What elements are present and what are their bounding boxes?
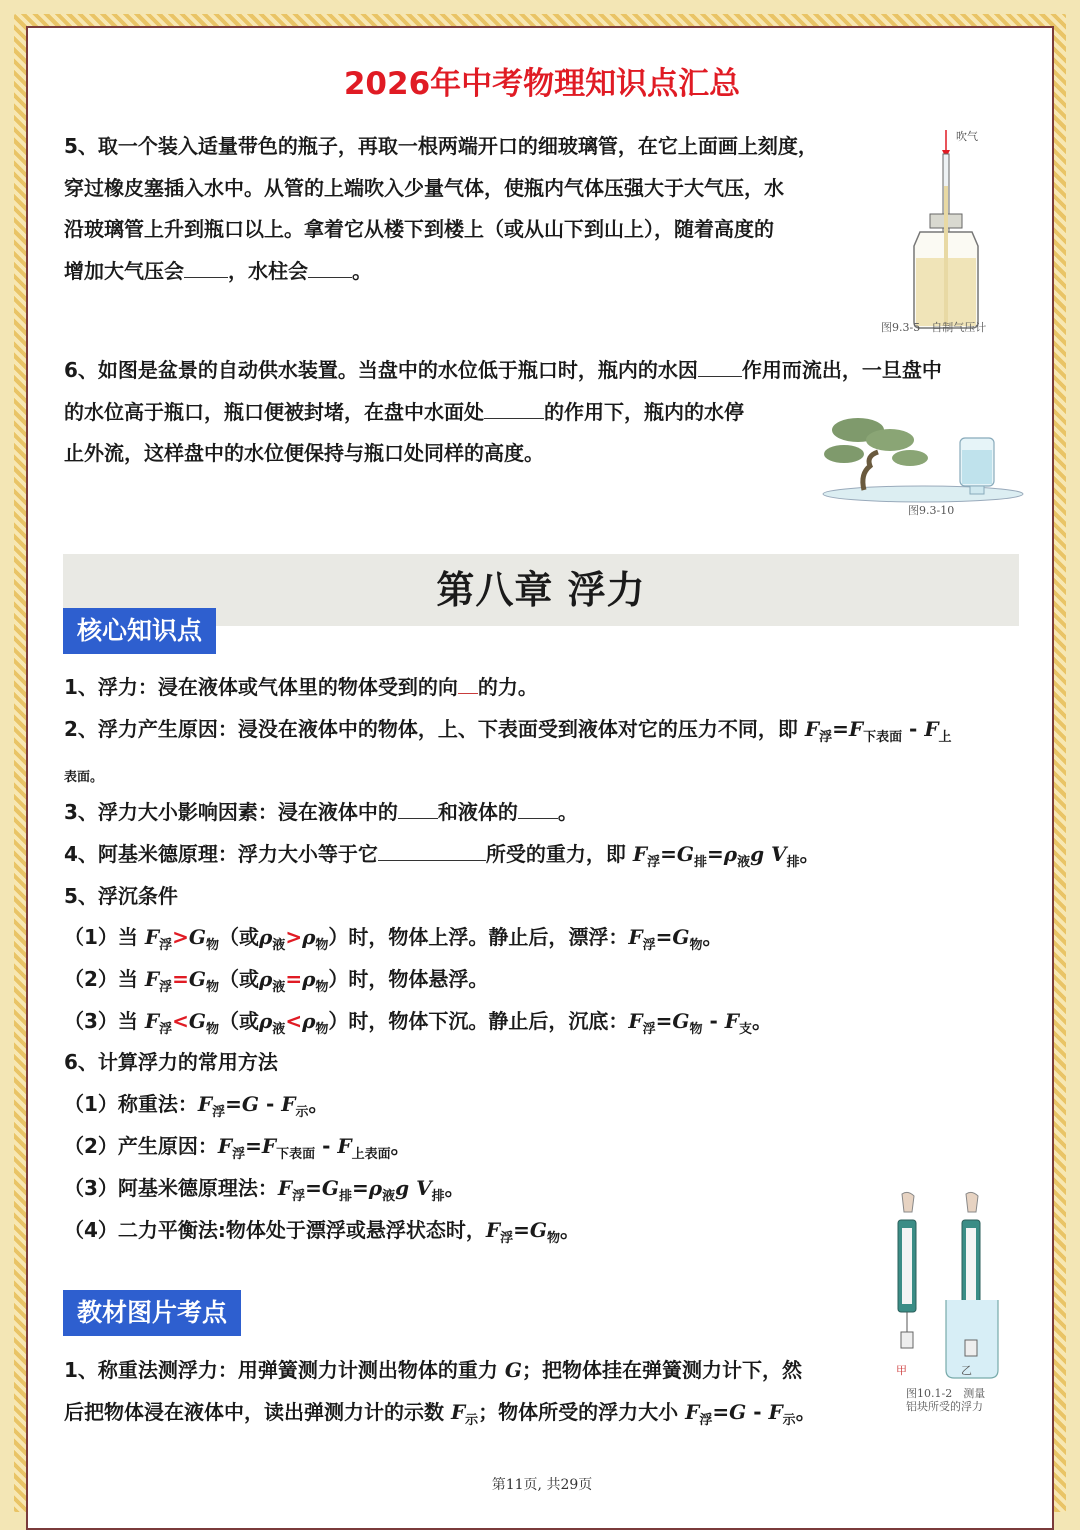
document-page bbox=[26, 26, 1054, 1530]
section-tag-figures: 教材图片考点 bbox=[63, 1290, 241, 1336]
page-footer: 第11页, 共29页 bbox=[491, 1477, 593, 1493]
core-line-2-wrap: 表面。 bbox=[64, 770, 104, 785]
chapter-heading: 第八章 浮力 bbox=[63, 554, 1019, 626]
figure-label-b: 乙 bbox=[961, 1364, 972, 1377]
q5-line: 5、取一个装入适量带色的瓶子，再取一根两端开口的细玻璃管，在它上面画上刻度， bbox=[64, 134, 818, 158]
answer-blank bbox=[698, 375, 742, 377]
barometer-figure bbox=[906, 126, 1026, 336]
bonsai-caption: 图9.3-10 bbox=[908, 504, 955, 517]
condition-1: （1）当 $F_浮>G_物$（或$\rho_液>\rho_物$）时，物体上浮。静止后，漂浮：$F_浮=G_物$。 bbox=[64, 925, 723, 953]
answer-blank bbox=[458, 692, 478, 694]
figure-line-1: 1、称重法测浮力：用弹簧测力计测出物体的重力 G；把物体挂在弹簧测力计下，然 bbox=[64, 1358, 802, 1382]
spring-scale-caption-2: 铝块所受的浮力 bbox=[906, 1400, 983, 1413]
answer-blank bbox=[378, 859, 486, 861]
condition-2: （2）当 $F_浮=G_物$（或$\rho_液=\rho_物$）时，物体悬浮。 bbox=[64, 967, 489, 995]
method-2: （2）产生原因：$F_浮=F_{下表面} - F_{上表面}$。 bbox=[64, 1134, 411, 1162]
q6-line: 6、如图是盆景的自动供水装置。当盘中的水位低于瓶口时，瓶内的水因 作用而流出，一旦盘中 bbox=[64, 358, 942, 382]
q5-line: 穿过橡皮塞插入水中。从管的上端吹入少量气体，使瓶内气体压强大于大气压，水 bbox=[64, 175, 784, 200]
method-3: （3）阿基米德原理法：$F_浮=G_排=\rho_液g$ $V_排$。 bbox=[64, 1176, 465, 1204]
question-5 bbox=[64, 126, 864, 292]
answer-blank bbox=[308, 276, 352, 278]
method-1: （1）称重法：$F_浮=G - F_示$。 bbox=[64, 1092, 329, 1120]
q6-line: 的水位高于瓶口，瓶口便被封堵，在盘中水面处 的作用下，瓶内的水停 bbox=[64, 399, 744, 424]
core-line-6: 6、计算浮力的常用方法 bbox=[64, 1050, 278, 1074]
bonsai-figure bbox=[820, 410, 1026, 510]
condition-3: （3）当 $F_浮<G_物$（或$\rho_液<\rho_物$）时，物体下沉。静止后，沉底：$F_浮=G_物 - F_支$。 bbox=[64, 1009, 772, 1037]
core-line-4: 4、阿基米德原理：浮力大小等于它 所受的重力，即 $F_浮=G_排=\rho_液g$ $V_排$。 bbox=[64, 842, 820, 870]
q6-line: 止外流，这样盘中的水位便保持与瓶口处同样的高度。 bbox=[64, 441, 544, 465]
figure-label-a: 甲 bbox=[896, 1364, 907, 1377]
answer-blank bbox=[518, 817, 558, 819]
spring-scale-caption-1: 图10.1-2 测量 bbox=[906, 1387, 986, 1400]
method-4: （4）二力平衡法:物体处于漂浮或悬浮状态时，$F_浮=G_物$。 bbox=[64, 1218, 581, 1246]
barometer-caption: 图9.3-5 自制气压计 bbox=[881, 321, 987, 334]
q5-line: 增加大气压会 ，水柱会 。 bbox=[64, 258, 372, 283]
figure-line-2: 后把物体浸在液体中，读出弹测力计的示数 $F_示$；物体所受的浮力大小 $F_浮=G - F_示$。 bbox=[64, 1400, 816, 1428]
answer-blank bbox=[398, 817, 438, 819]
answer-blank bbox=[184, 276, 228, 278]
core-line-2: 2、浮力产生原因：浸没在液体中的物体，上、下表面受到液体对它的压力不同，即 $F_浮=F_{下表面} - F_上$ bbox=[64, 717, 952, 745]
blow-label: 吹气 bbox=[956, 130, 978, 143]
section-tag-core: 核心知识点 bbox=[63, 608, 216, 654]
answer-blank bbox=[484, 417, 544, 419]
q5-line: 沿玻璃管上升到瓶口以上。拿着它从楼下到楼上（或从山下到山上），随着高度的 bbox=[64, 217, 774, 241]
spring-scale-figure bbox=[886, 1190, 1016, 1380]
core-line-1: 1、浮力：浸在液体或气体里的物体受到的向 的力。 bbox=[64, 675, 538, 699]
core-line-5: 5、浮沉条件 bbox=[64, 884, 178, 908]
page-title: 2026年中考物理知识点汇总 bbox=[343, 66, 741, 102]
core-line-3: 3、浮力大小影响因素：浸在液体中的 和液体的 。 bbox=[64, 800, 578, 824]
